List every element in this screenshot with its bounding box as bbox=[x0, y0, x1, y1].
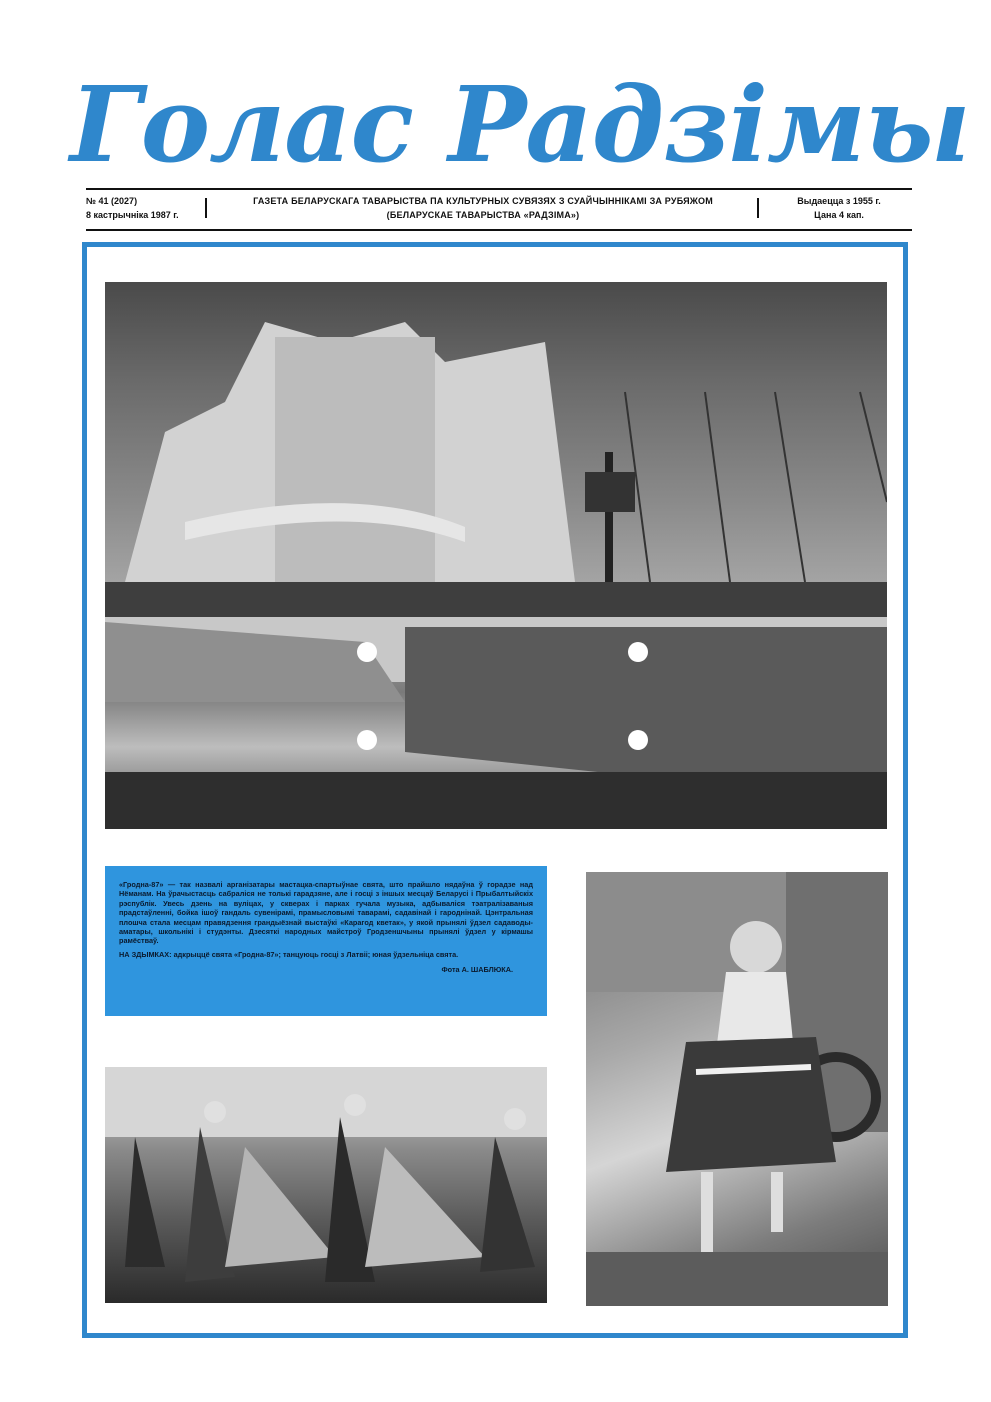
issue-info bbox=[86, 194, 204, 222]
published-since: Выдаецца з 1955 г. bbox=[797, 196, 881, 206]
young-participant-photo bbox=[586, 872, 888, 1306]
issue-number: № 41 (2027) bbox=[86, 196, 138, 206]
photo-caption bbox=[105, 866, 547, 1016]
masthead-bottom-rule bbox=[86, 229, 912, 231]
masthead-separator bbox=[757, 198, 759, 218]
caption-body: «Гродна-87» — так назвалі арганізатары мастацка-спартыўнае свята, што прайшло нядаўна ў горадзе над Нёманам. На ўрачыстасць сабраліся не толькі гарадзяне, але і госці з іншых месцаў Беларусі і Прыбалтыйскіх рэспублік. Увесь дзень на вуліцах, у скверах і парках гучала музыка, адбываліся тэатралізаваныя прадстаўленні, бойка ішоў гандаль сувенірамі, прамысловымі таварамі, садавінай і гароднінай. Цэнтральная плошча стала месцам правядзення грандыёзнай выстаўкі «Карагод кветак», у якой прынялі ўдзел садаводы-аматары, школьнікі і студэнты. Дзесяткі народных майстроў Гродзеншчыны прынялі ўдзел у кірмашы рамёстваў. bbox=[119, 880, 533, 946]
issue-date: 8 кастрычніка 1987 г. bbox=[86, 210, 179, 220]
festival-opening-photo bbox=[105, 282, 887, 829]
publication-info bbox=[774, 194, 904, 222]
newspaper-subtitle bbox=[216, 194, 750, 222]
latvian-dancers-photo bbox=[105, 1067, 547, 1303]
newspaper-title: Голас Радзімы bbox=[70, 63, 970, 186]
masthead-top-rule bbox=[86, 188, 912, 190]
masthead-separator bbox=[205, 198, 207, 218]
caption-photos-note: НА ЗДЫМКАХ: адкрыццё свята «Гродна-87»; танцуюць госці з Латвіі; юная ўдзельніца свята. bbox=[119, 949, 459, 959]
price: Цана 4 кап. bbox=[814, 210, 864, 220]
subtitle-line-1: ГАЗЕТА БЕЛАРУСКАГА ТАВАРЫСТВА ПА КУЛЬТУРНЫХ СУВЯЗЯХ З СУАЙЧЫННІКАМІ ЗА РУБЯЖОМ bbox=[253, 196, 713, 206]
photo-credit: Фота А. ШАБЛЮКА. bbox=[441, 965, 513, 975]
subtitle-line-2: (БЕЛАРУСКАЕ ТАВАРЫСТВА «РАДЗІМА») bbox=[386, 210, 580, 220]
